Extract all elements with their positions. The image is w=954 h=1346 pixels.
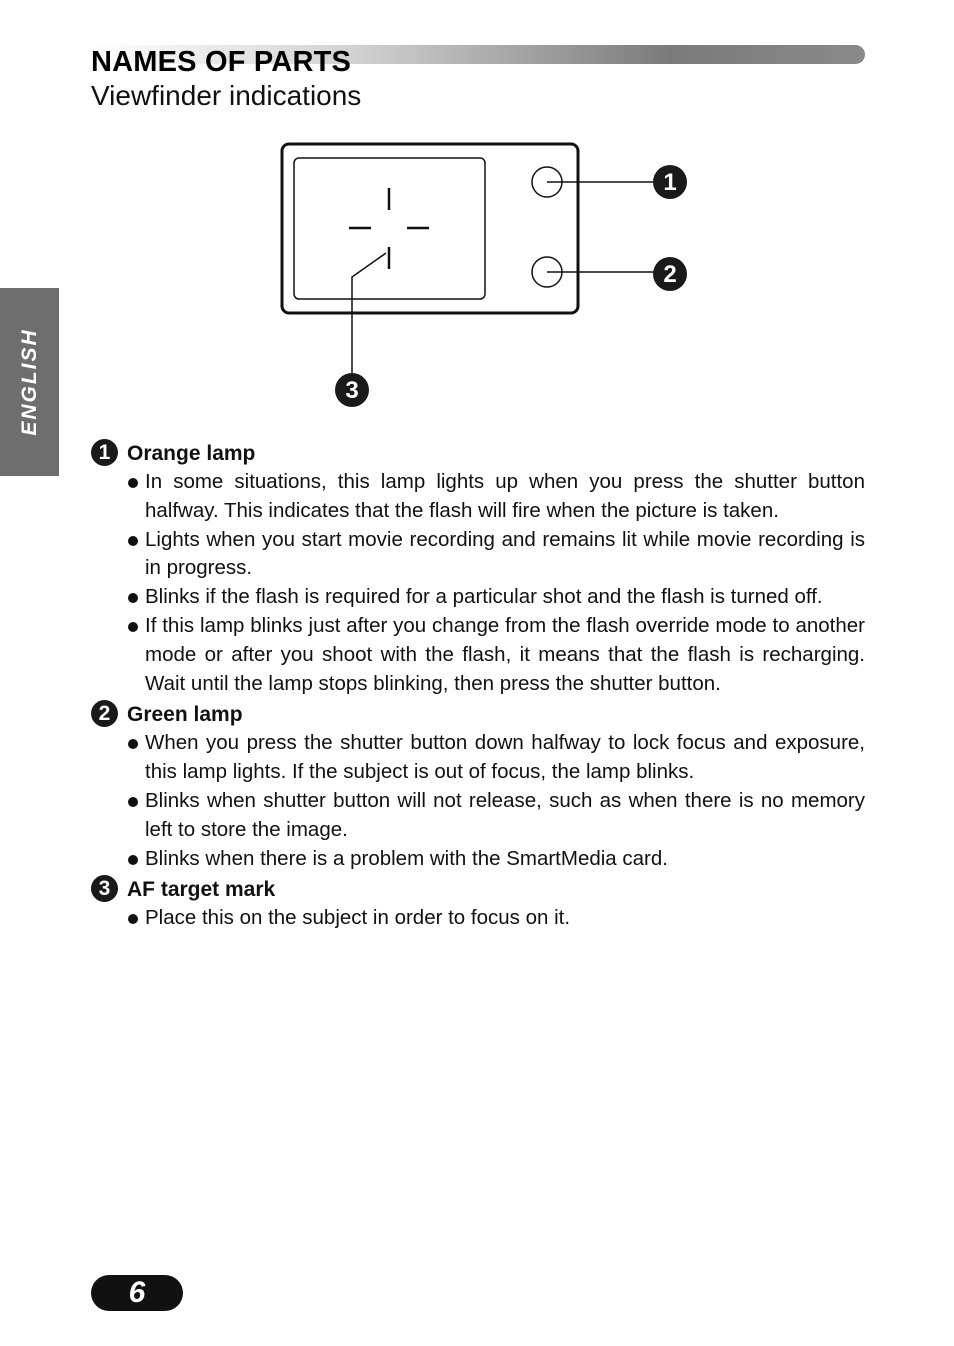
viewfinder-inner-frame bbox=[294, 158, 485, 299]
bullet-item: Lights when you start movie recording and remains lit while movie recording is in progress. bbox=[91, 526, 865, 584]
item-number-badge: 3 bbox=[91, 875, 118, 902]
bullet-item: Blinks if the flash is required for a particular shot and the flash is turned off. bbox=[91, 583, 865, 612]
bullet-item: Place this on the subject in order to focus on it. bbox=[91, 904, 865, 933]
bullet-item: Blinks when there is a problem with the SmartMedia card. bbox=[91, 845, 865, 874]
item-heading bbox=[91, 875, 865, 904]
callout-1-label: 1 bbox=[663, 169, 677, 196]
item-title: AF target mark bbox=[127, 878, 276, 902]
callout-3-label: 3 bbox=[345, 377, 359, 404]
language-tab bbox=[0, 288, 59, 476]
bullet-item: Blinks when shutter button will not release, such as when there is no memory left to store the image. bbox=[91, 787, 865, 845]
section-title: NAMES OF PARTS bbox=[91, 46, 352, 78]
item-orange-lamp bbox=[91, 439, 865, 698]
item-heading bbox=[91, 439, 865, 468]
viewfinder-outer-frame bbox=[282, 144, 578, 313]
bullet-item: If this lamp blinks just after you change from the flash override mode to another mode or after you shoot with the flash, it means that the flash is recharging. Wait until the lamp stops blinking, then press the shutter button. bbox=[91, 612, 865, 698]
page-number-badge bbox=[91, 1275, 183, 1311]
af-target-mark bbox=[349, 188, 429, 269]
item-heading bbox=[91, 700, 865, 729]
item-af-target-mark bbox=[91, 875, 865, 933]
page-number: 6 bbox=[128, 1276, 146, 1309]
item-number-badge: 2 bbox=[91, 700, 118, 727]
page-subtitle: Viewfinder indications bbox=[91, 80, 362, 111]
language-tab-label: ENGLISH bbox=[17, 328, 41, 436]
item-green-lamp bbox=[91, 700, 865, 873]
viewfinder-diagram bbox=[270, 135, 700, 415]
item-title: Green lamp bbox=[127, 703, 243, 727]
bullet-item: In some situations, this lamp lights up when you press the shutter button halfway. This indicates that the flash will fire when the picture is taken. bbox=[91, 468, 865, 526]
callout-2-label: 2 bbox=[663, 261, 677, 288]
item-number-badge: 1 bbox=[91, 439, 118, 466]
bullet-list bbox=[91, 904, 865, 933]
bullet-list bbox=[91, 468, 865, 698]
bullet-list bbox=[91, 729, 865, 873]
item-title: Orange lamp bbox=[127, 442, 256, 465]
parts-description-list bbox=[91, 437, 865, 933]
bullet-item: When you press the shutter button down halfway to lock focus and exposure, this lamp lights. If the subject is out of focus, the lamp blinks. bbox=[91, 729, 865, 787]
